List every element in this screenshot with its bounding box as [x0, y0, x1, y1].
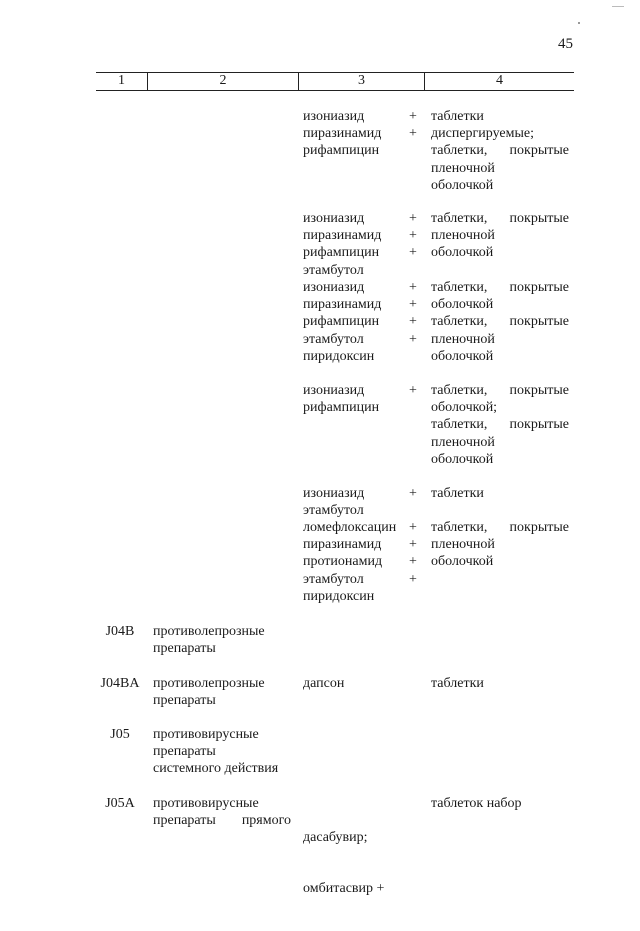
- drug-name: изониазид: [303, 280, 365, 295]
- drug-name: протионамид: [303, 554, 383, 570]
- plus-sign: +: [409, 297, 417, 313]
- dosage-form-word: диспергируемые;: [431, 126, 534, 142]
- dosage-form-word: оболочкой: [431, 297, 494, 313]
- plus-sign: +: [409, 331, 417, 347]
- group-line: [153, 812, 291, 829]
- header-col-1: 1: [118, 73, 125, 88]
- atc-code: J04BA: [100, 676, 140, 691]
- scan-mark: [612, 6, 624, 7]
- atc-code: J05: [110, 727, 130, 742]
- dosage-form-word: таблетки,: [431, 383, 488, 398]
- dosage-form-line: [431, 553, 493, 570]
- dosage-form-word: покрытые: [509, 211, 569, 226]
- group-line: противовирусные: [153, 727, 259, 742]
- dosage-form-word: таблетки,: [431, 211, 488, 226]
- dosage-form-line: [431, 485, 484, 502]
- header-col-2: 2: [219, 73, 227, 88]
- dosage-form-word: покрытые: [509, 143, 569, 159]
- dosage-form-word: пленочной: [431, 537, 495, 553]
- dosage-form-line: [431, 160, 495, 177]
- dosage-form-word: пленочной: [431, 160, 495, 176]
- drug-name: рифампицин: [303, 143, 380, 159]
- dosage-form-word: оболочкой: [431, 451, 494, 467]
- dosage-form-word: таблетки: [431, 486, 484, 501]
- drug-name: пиразинамид: [303, 537, 382, 553]
- dosage-form-line: [431, 279, 569, 296]
- dosage-form-word: оболочкой: [431, 177, 494, 193]
- dosage-form-line: [431, 348, 493, 365]
- dosage-form-line: [431, 399, 497, 416]
- plus-sign: +: [409, 126, 417, 142]
- plus-sign: +: [409, 314, 417, 330]
- group-line: противолепрозные: [153, 676, 265, 691]
- dosage-form-line: [431, 416, 569, 433]
- dosage-form-line: [431, 210, 569, 227]
- drug-name: пиразинамид: [303, 228, 382, 244]
- dosage-form-line: [431, 108, 484, 125]
- scan-dot: [578, 22, 580, 24]
- plus-sign: +: [409, 486, 417, 501]
- dosage-form-word: пленочной: [431, 331, 495, 347]
- plus-sign: +: [409, 228, 417, 244]
- drug-name: изониазид: [303, 383, 365, 398]
- header-col-4: 4: [496, 73, 503, 88]
- atc-code: J05A: [105, 796, 135, 811]
- plus-sign: +: [409, 554, 417, 570]
- group-line: противовирусные: [153, 796, 259, 811]
- dosage-form-line: [431, 125, 534, 142]
- header-col-3: 3: [358, 73, 365, 88]
- dosage-form-line: [431, 434, 495, 451]
- plus-sign: +: [409, 280, 417, 295]
- dosage-form-word: оболочкой;: [431, 400, 498, 416]
- dosage-form-word: покрытые: [509, 314, 569, 330]
- group-line: препараты: [153, 744, 216, 759]
- drug-line: омбитасвир +: [303, 881, 385, 896]
- drug-name: пиридоксин: [303, 348, 375, 364]
- dosage-form-word: таблетки,: [431, 417, 488, 433]
- dosage-form-line: [431, 519, 569, 536]
- dosage-form-word: пленочной: [431, 434, 495, 450]
- drug-name: изониазид: [303, 486, 365, 501]
- group-line: системного действия: [153, 761, 279, 776]
- dosage-form-word: таблетки,: [431, 520, 488, 535]
- group-name: [153, 675, 291, 709]
- plus-sign: +: [409, 211, 417, 226]
- plus-sign: +: [409, 109, 417, 124]
- dosage-form: таблетки: [431, 676, 484, 691]
- dosage-form-word: оболочкой: [431, 245, 494, 261]
- group-name: [153, 795, 291, 829]
- dosage-form: таблеток набор: [431, 796, 522, 811]
- dosage-form-word: покрытые: [509, 520, 569, 535]
- dosage-form-word: оболочкой: [431, 554, 494, 570]
- drug-name: изониазид: [303, 211, 365, 226]
- dosage-form-line: [431, 227, 495, 244]
- dosage-form-word: покрытые: [509, 280, 569, 295]
- drug-name: рифампицин: [303, 245, 380, 261]
- group-line: препараты: [153, 693, 216, 708]
- plus-sign: +: [409, 571, 417, 587]
- dosage-form-line: [431, 177, 493, 194]
- dosage-form-line: [431, 331, 495, 348]
- drug-name: изониазид: [303, 109, 365, 124]
- drug-name: [303, 795, 384, 931]
- drug-name: рифампицин: [303, 400, 380, 416]
- drug-name: пиразинамид: [303, 126, 382, 142]
- atc-code: J04B: [105, 624, 135, 639]
- drug-name: этамбутол: [303, 331, 364, 347]
- page-number: 45: [558, 36, 573, 52]
- drug-name: рифампицин: [303, 314, 380, 330]
- drug-name: пиридоксин: [303, 588, 375, 604]
- drug-name: этамбутол: [303, 262, 364, 278]
- dosage-form-line: [431, 451, 493, 468]
- plus-sign: +: [409, 245, 417, 261]
- dosage-form-word: таблетки,: [431, 143, 488, 159]
- dosage-form-line: [431, 244, 493, 261]
- drug-name: ломефлоксацин: [303, 520, 397, 535]
- drug-name: дапсон: [303, 676, 345, 691]
- drug-line: дасабувир;: [303, 830, 368, 845]
- dosage-form-word: таблетки,: [431, 314, 488, 330]
- drug-name: этамбутол: [303, 503, 364, 519]
- dosage-form-word: таблетки: [431, 109, 484, 124]
- group-name: [153, 623, 291, 657]
- header-bottom-rule: [96, 90, 574, 91]
- group-line: препараты: [153, 641, 216, 656]
- plus-sign: +: [409, 520, 417, 535]
- word: препараты: [153, 813, 216, 828]
- word: прямого: [241, 813, 291, 828]
- dosage-form-line: [431, 313, 569, 330]
- drug-name: этамбутол: [303, 571, 364, 587]
- dosage-form-word: пленочной: [431, 228, 495, 244]
- dosage-form-word: покрытые: [509, 383, 569, 398]
- group-line: противолепрозные: [153, 624, 265, 639]
- plus-sign: +: [409, 383, 417, 398]
- plus-sign: +: [409, 537, 417, 553]
- drug-name: пиразинамид: [303, 297, 382, 313]
- dosage-form-line: [431, 382, 569, 399]
- group-name: [153, 726, 291, 777]
- dosage-form-word: оболочкой: [431, 348, 494, 364]
- dosage-form-line: [431, 296, 493, 313]
- dosage-form-line: [431, 536, 495, 553]
- dosage-form-word: таблетки,: [431, 280, 488, 295]
- dosage-form-word: покрытые: [509, 417, 569, 433]
- dosage-form-line: [431, 142, 569, 159]
